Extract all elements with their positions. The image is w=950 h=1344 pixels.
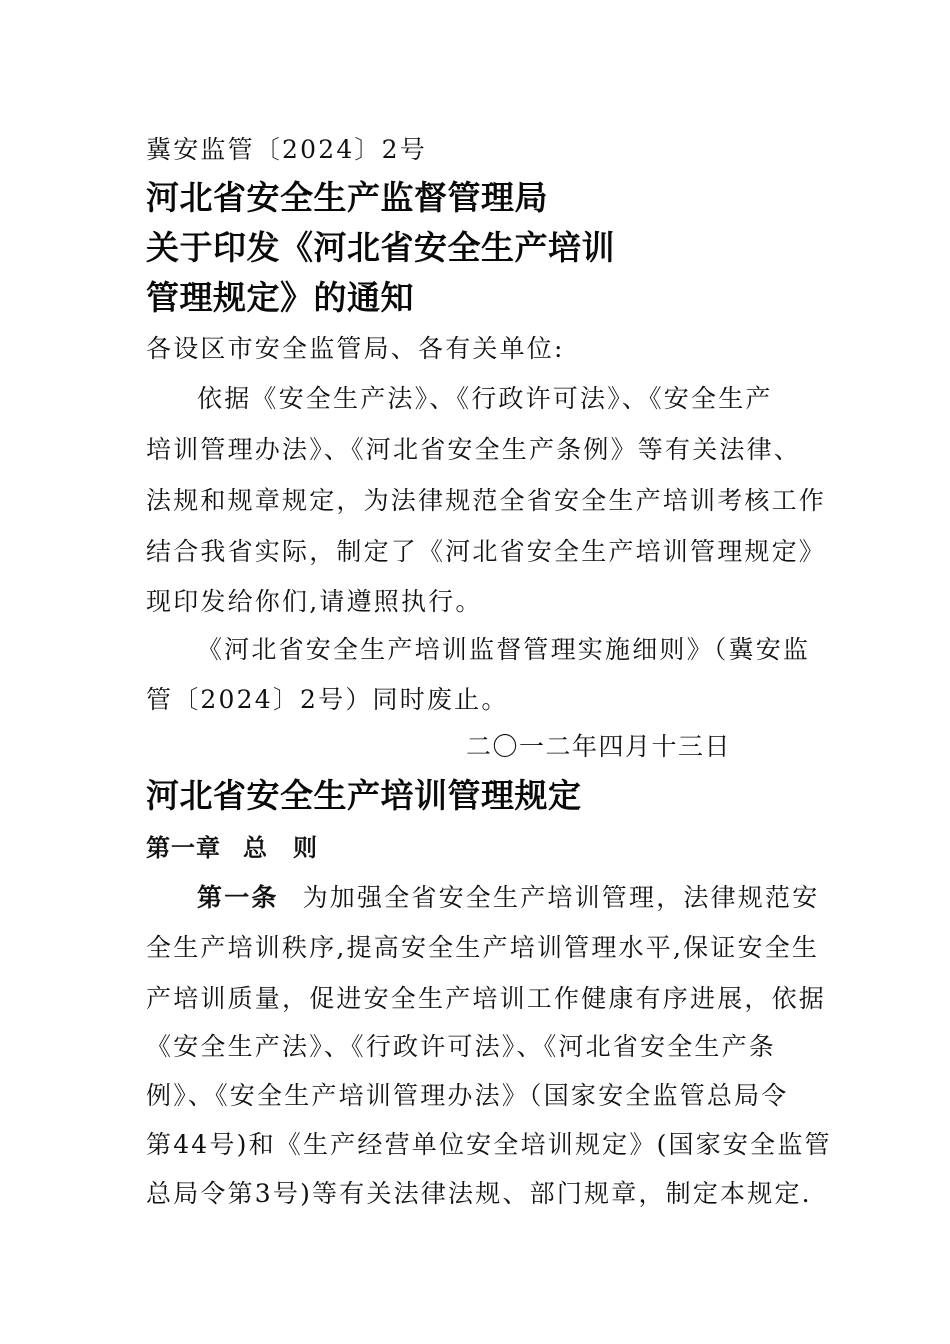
issue-date: 二〇一二年四月十三日: [466, 732, 732, 761]
article-1-line-4: 《安全生产法》、《行政许可法》、《河北省安全生产条: [146, 1032, 777, 1061]
body-line-4: 结合我省实际，制定了《河北省安全生产培训管理规定》: [146, 537, 827, 566]
article-1-first-line: 为加强全省安全生产培训管理，法律规范安: [302, 883, 820, 912]
addressee: 各设区市安全监管局、各有关单位:: [146, 334, 565, 363]
regulation-title: 河北省安全生产培训管理规定: [146, 776, 582, 815]
notice-title-line-1: 河北省安全生产监督管理局: [146, 178, 548, 217]
chapter-heading: [146, 832, 318, 864]
repeal-line-1: 《河北省安全生产培训监督管理实施细则》（冀安监: [197, 635, 811, 664]
chapter-number: 第一章: [146, 834, 221, 862]
article-1-line-6: 第44号)和《生产经营单位安全培训规定》(国家安全监管: [146, 1130, 832, 1159]
article-1-line-5: 例》、《安全生产培训管理办法》（国家安全监管总局令: [146, 1081, 789, 1110]
article-1-line-7: 总局令第3号)等有关法律法规、部门规章，制定本规定.: [146, 1179, 812, 1208]
repeal-line-2: 管〔2024〕2号）同时废止。: [146, 685, 509, 714]
article-1-line-2: 全生产培训秩序,提高安全生产培训管理水平,保证安全生: [146, 933, 820, 962]
body-line-5: 现印发给你们,请遵照执行。: [146, 587, 483, 616]
article-1-line-3: 产培训质量，促进安全生产培训工作健康有序进展，依据: [146, 984, 827, 1013]
body-line-2: 培训管理办法》、《河北省安全生产条例》等有关法律、: [146, 435, 802, 464]
body-line-1: 依据《安全生产法》、《行政许可法》、《安全生产: [197, 384, 773, 413]
article-1-line-1: [197, 882, 819, 914]
document-number: 冀安监管〔2024〕2号: [146, 135, 427, 164]
body-line-3: 法规和规章规定，为法律规范全省安全生产培训考核工作: [146, 486, 827, 515]
notice-title-line-3: 管理规定》的通知: [146, 278, 414, 317]
notice-title-line-2: 关于印发《河北省安全生产培训: [146, 228, 615, 267]
chapter-name: 总 则: [243, 834, 318, 862]
article-1-number: 第一条: [197, 883, 279, 912]
